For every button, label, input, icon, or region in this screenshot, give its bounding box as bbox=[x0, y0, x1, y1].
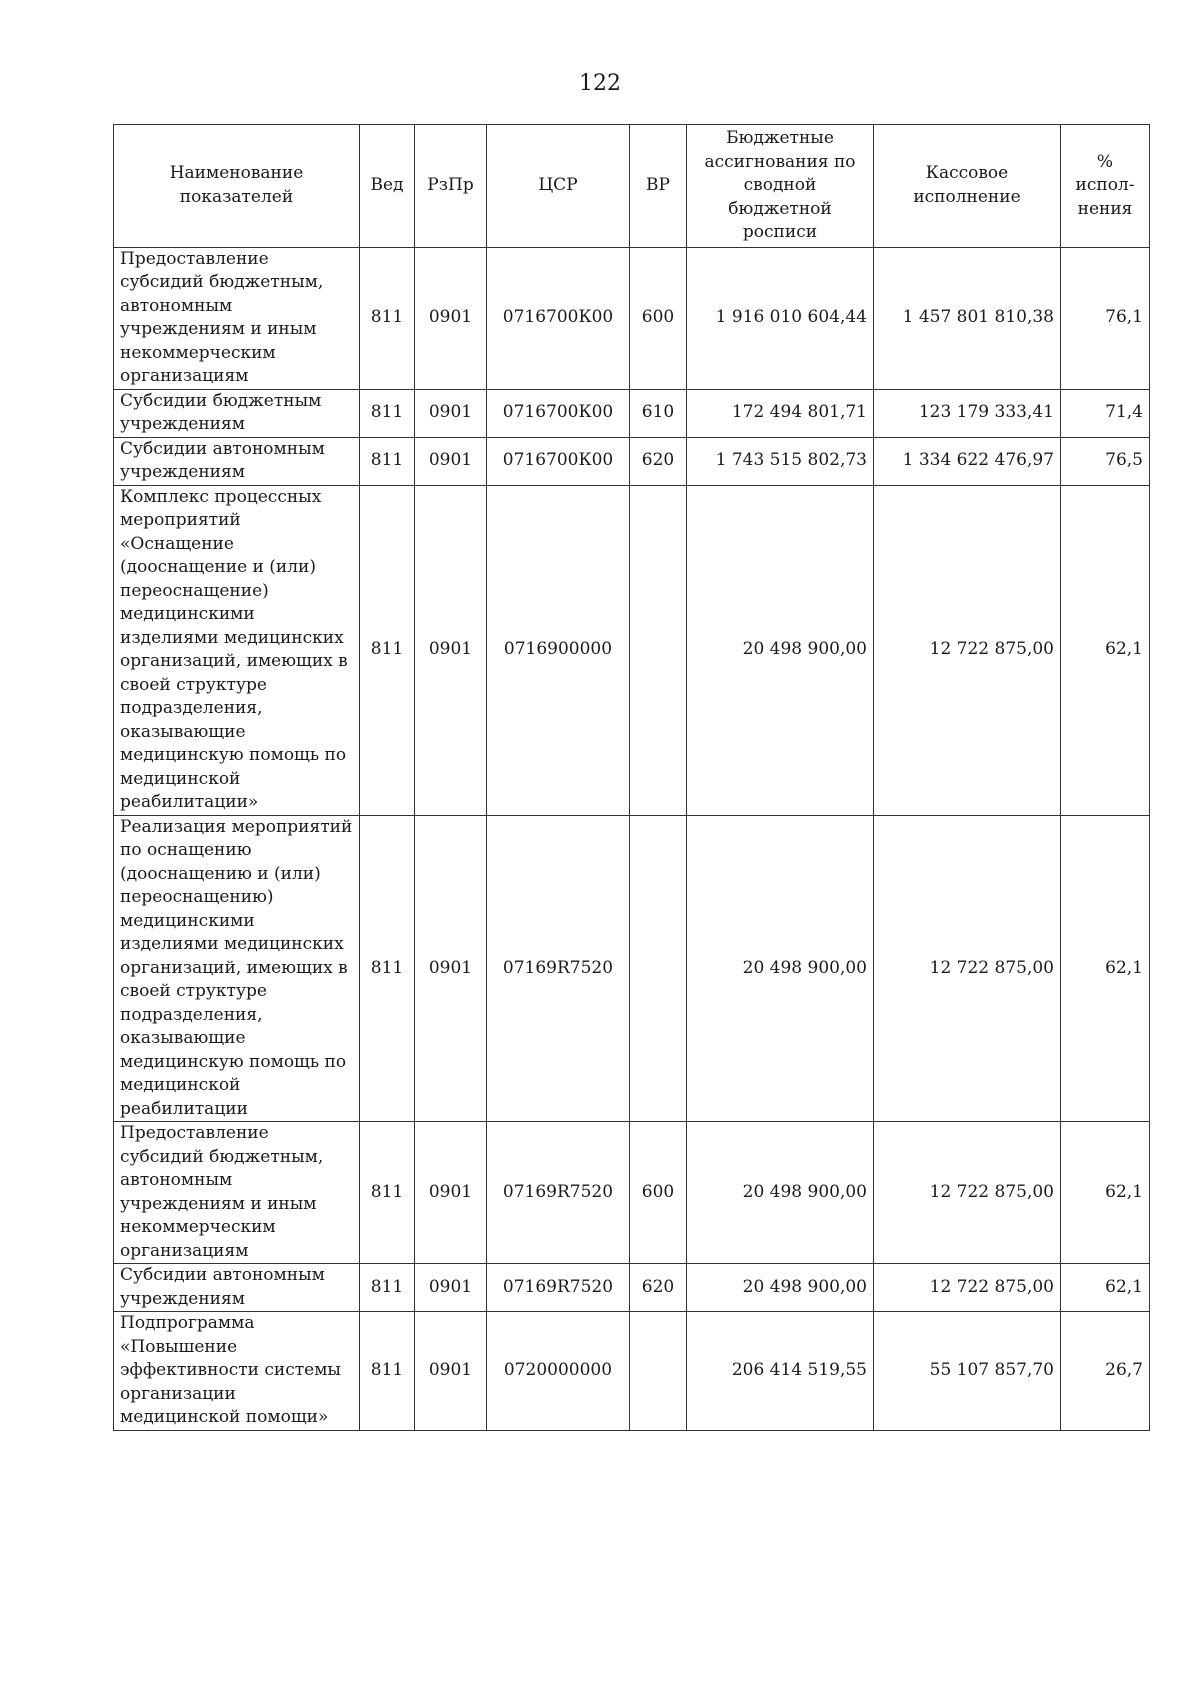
row-ved: 811 bbox=[360, 1312, 415, 1431]
row-percent: 71,4 bbox=[1061, 389, 1150, 437]
header-percent-line-3: нения bbox=[1077, 198, 1133, 219]
table-row bbox=[114, 389, 1150, 437]
row-ved: 811 bbox=[360, 247, 415, 389]
row-cash: 12 722 875,00 bbox=[874, 815, 1061, 1122]
budget-table bbox=[113, 124, 1150, 1431]
row-vr bbox=[630, 815, 687, 1122]
table-row bbox=[114, 485, 1150, 815]
row-ved: 811 bbox=[360, 485, 415, 815]
row-vr bbox=[630, 485, 687, 815]
row-vr: 620 bbox=[630, 1264, 687, 1312]
row-budget: 20 498 900,00 bbox=[687, 1264, 874, 1312]
row-name: Субсидии автономным учреждениям bbox=[114, 437, 360, 485]
row-csr: 07169R7520 bbox=[487, 1122, 630, 1264]
row-csr: 07169R7520 bbox=[487, 815, 630, 1122]
row-cash: 123 179 333,41 bbox=[874, 389, 1061, 437]
row-ved: 811 bbox=[360, 437, 415, 485]
row-budget: 206 414 519,55 bbox=[687, 1312, 874, 1431]
table-row bbox=[114, 247, 1150, 389]
row-ved: 811 bbox=[360, 389, 415, 437]
page-number: 122 bbox=[579, 71, 621, 96]
row-percent: 76,1 bbox=[1061, 247, 1150, 389]
row-percent: 76,5 bbox=[1061, 437, 1150, 485]
row-percent: 62,1 bbox=[1061, 1122, 1150, 1264]
row-name: Субсидии бюджетным учреждениям bbox=[114, 389, 360, 437]
row-vr bbox=[630, 1312, 687, 1431]
row-percent: 62,1 bbox=[1061, 815, 1150, 1122]
row-cash: 1 334 622 476,97 bbox=[874, 437, 1061, 485]
row-percent: 62,1 bbox=[1061, 485, 1150, 815]
table-row bbox=[114, 1312, 1150, 1431]
table-header-row bbox=[114, 125, 1150, 248]
row-budget: 1 743 515 802,73 bbox=[687, 437, 874, 485]
row-rzpr: 0901 bbox=[415, 1312, 487, 1431]
header-rzpr: РзПр bbox=[415, 125, 487, 248]
row-csr: 0720000000 bbox=[487, 1312, 630, 1431]
row-name: Предоставление субсидий бюджетным, автономным учреждениям и иным некоммерческим организациям bbox=[114, 247, 360, 389]
row-csr: 0716700К00 bbox=[487, 247, 630, 389]
header-name: Наименование показателей bbox=[114, 125, 360, 248]
row-percent: 62,1 bbox=[1061, 1264, 1150, 1312]
row-csr: 0716900000 bbox=[487, 485, 630, 815]
row-name: Комплекс процессных мероприятий «Оснащение (дооснащение и (или) переоснащение) медицинскими изделиями медицинских организаций, имеющих в своей структуре подразделения, оказывающие медицинскую помощь по медицинской реабилитации» bbox=[114, 485, 360, 815]
table-row bbox=[114, 437, 1150, 485]
row-cash: 55 107 857,70 bbox=[874, 1312, 1061, 1431]
row-budget: 20 498 900,00 bbox=[687, 1122, 874, 1264]
header-percent bbox=[1061, 125, 1150, 248]
row-csr: 0716700К00 bbox=[487, 389, 630, 437]
row-budget: 1 916 010 604,44 bbox=[687, 247, 874, 389]
row-name: Подпрограмма «Повышение эффективности системы организации медицинской помощи» bbox=[114, 1312, 360, 1431]
row-budget: 20 498 900,00 bbox=[687, 485, 874, 815]
header-budget: Бюджетные ассигнования по сводной бюджетной росписи bbox=[687, 125, 874, 248]
row-csr: 07169R7520 bbox=[487, 1264, 630, 1312]
row-vr: 620 bbox=[630, 437, 687, 485]
row-ved: 811 bbox=[360, 1122, 415, 1264]
row-name: Реализация мероприятий по оснащению (дооснащению и (или) переоснащению) медицинскими изделиями медицинских организаций, имеющих в своей структуре подразделения, оказывающие медицинскую помощь по медицинской реабилитации bbox=[114, 815, 360, 1122]
row-csr: 0716700К00 bbox=[487, 437, 630, 485]
row-name: Предоставление субсидий бюджетным, автономным учреждениям и иным некоммерческим организациям bbox=[114, 1122, 360, 1264]
table-row bbox=[114, 1264, 1150, 1312]
row-rzpr: 0901 bbox=[415, 485, 487, 815]
header-ved: Вед bbox=[360, 125, 415, 248]
table-row bbox=[114, 815, 1150, 1122]
header-csr: ЦСР bbox=[487, 125, 630, 248]
row-cash: 12 722 875,00 bbox=[874, 485, 1061, 815]
row-name: Субсидии автономным учреждениям bbox=[114, 1264, 360, 1312]
table-row bbox=[114, 1122, 1150, 1264]
row-vr: 610 bbox=[630, 389, 687, 437]
row-cash: 12 722 875,00 bbox=[874, 1122, 1061, 1264]
row-percent: 26,7 bbox=[1061, 1312, 1150, 1431]
row-rzpr: 0901 bbox=[415, 1264, 487, 1312]
row-vr: 600 bbox=[630, 247, 687, 389]
row-budget: 20 498 900,00 bbox=[687, 815, 874, 1122]
row-cash: 12 722 875,00 bbox=[874, 1264, 1061, 1312]
row-rzpr: 0901 bbox=[415, 247, 487, 389]
row-cash: 1 457 801 810,38 bbox=[874, 247, 1061, 389]
header-vr: ВР bbox=[630, 125, 687, 248]
header-percent-line-1: % bbox=[1096, 151, 1114, 172]
header-percent-line-2: испол- bbox=[1075, 175, 1135, 195]
row-rzpr: 0901 bbox=[415, 1122, 487, 1264]
row-rzpr: 0901 bbox=[415, 815, 487, 1122]
row-rzpr: 0901 bbox=[415, 389, 487, 437]
row-rzpr: 0901 bbox=[415, 437, 487, 485]
row-ved: 811 bbox=[360, 815, 415, 1122]
header-cash: Кассовое исполнение bbox=[874, 125, 1061, 248]
row-vr: 600 bbox=[630, 1122, 687, 1264]
row-budget: 172 494 801,71 bbox=[687, 389, 874, 437]
row-ved: 811 bbox=[360, 1264, 415, 1312]
